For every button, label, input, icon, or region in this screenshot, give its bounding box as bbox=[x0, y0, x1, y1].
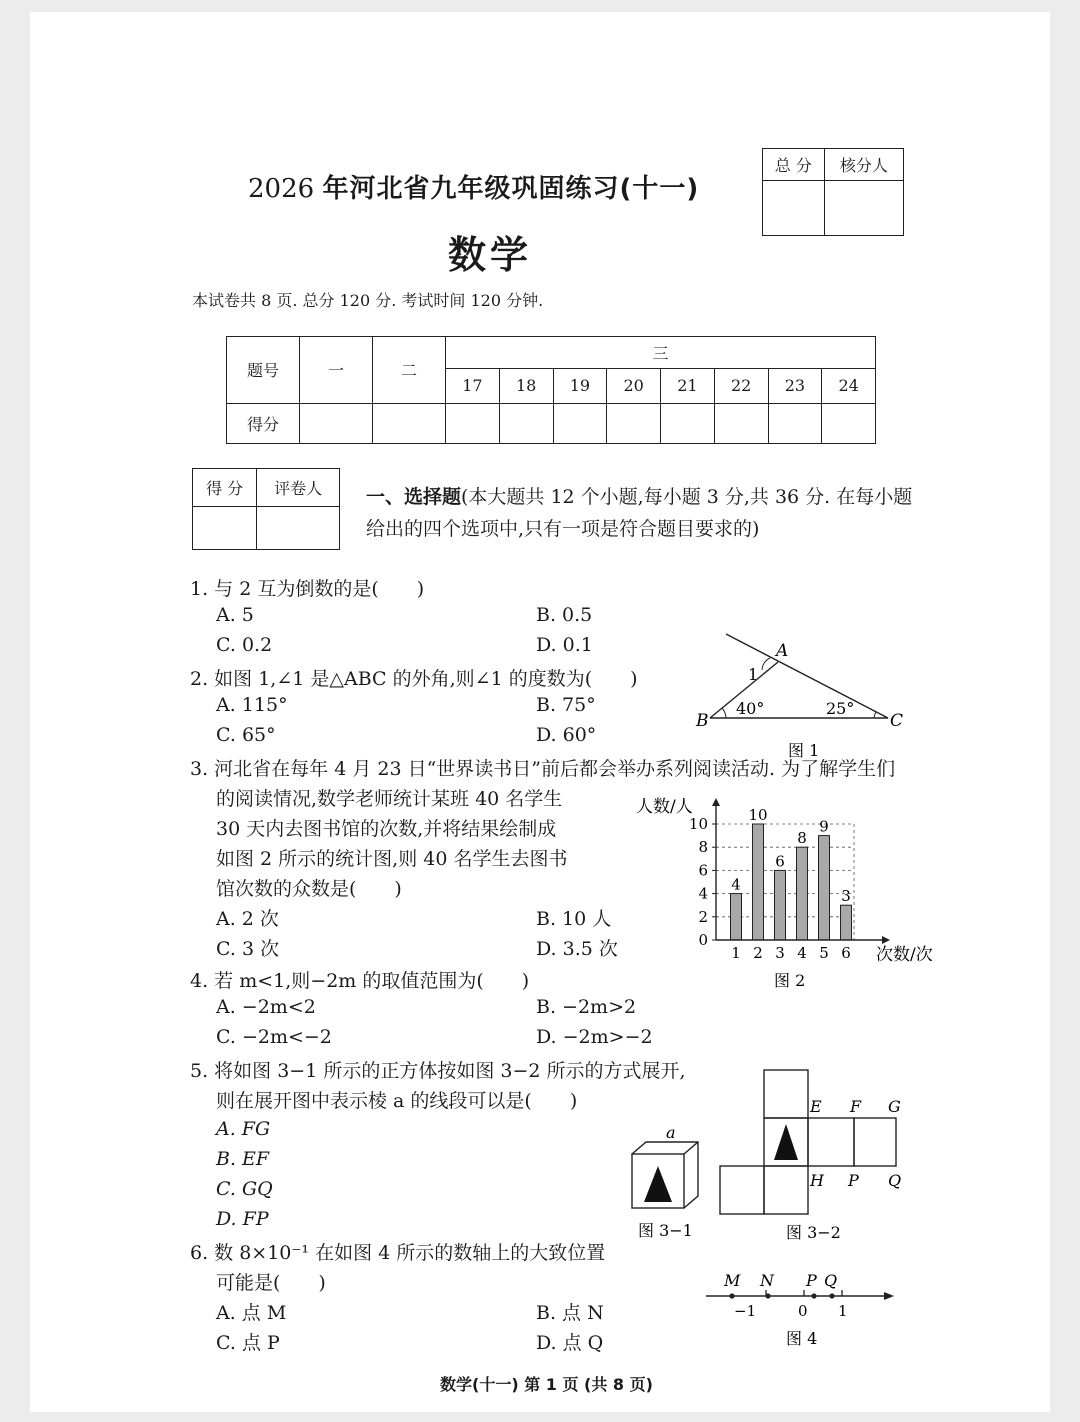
score-label: 得分 bbox=[227, 403, 300, 443]
q5-option-a[interactable]: A. FG bbox=[216, 1118, 271, 1140]
exam-year: 2026 bbox=[248, 174, 315, 204]
q6-line1: 6. 数 8×10⁻¹ 在如图 4 所示的数轴上的大致位置 bbox=[190, 1242, 606, 1264]
y-tick-label: 2 bbox=[698, 907, 708, 926]
point-n-label: N bbox=[760, 1271, 774, 1290]
fig4-caption: 图 4 bbox=[786, 1329, 818, 1348]
q6-option-b[interactable]: B. 点 N bbox=[536, 1302, 604, 1324]
q1-option-c[interactable]: C. 0.2 bbox=[216, 634, 273, 656]
q-num: 21 bbox=[661, 369, 715, 403]
q2-option-b[interactable]: B. 75° bbox=[536, 694, 596, 716]
figure-3-2-net bbox=[716, 1066, 906, 1246]
q3-option-d[interactable]: D. 3.5 次 bbox=[536, 938, 618, 960]
x-axis-arrow bbox=[882, 936, 890, 944]
q4-option-b[interactable]: B. −2m>2 bbox=[536, 996, 637, 1018]
exam-title-text: 年河北省九年级巩固练习(十一) bbox=[322, 174, 700, 204]
q1-option-a[interactable]: A. 5 bbox=[216, 604, 254, 626]
bar-value-label: 8 bbox=[797, 829, 807, 848]
score-table bbox=[226, 336, 876, 444]
q4-option-c[interactable]: C. −2m<−2 bbox=[216, 1026, 332, 1048]
y-tick-label: 6 bbox=[698, 861, 708, 880]
subject-title: 数学 bbox=[448, 233, 533, 277]
score-cell[interactable] bbox=[714, 403, 768, 443]
q-num: 20 bbox=[607, 369, 661, 403]
score-cell[interactable] bbox=[607, 403, 661, 443]
figure-2-bar-chart bbox=[600, 784, 933, 990]
section-two: 二 bbox=[373, 337, 446, 404]
q3-line3: 30 天内去图书馆的次数,并将结果绘制成 bbox=[216, 818, 557, 840]
score-cell[interactable] bbox=[499, 403, 553, 443]
q-num: 19 bbox=[553, 369, 607, 403]
net-label-q: Q bbox=[888, 1171, 902, 1190]
q3-line2: 的阅读情况,数学老师统计某班 40 名学生 bbox=[216, 788, 563, 810]
net-label-f: F bbox=[850, 1097, 862, 1116]
score-cell[interactable] bbox=[822, 403, 876, 443]
cube-edge-a: a bbox=[666, 1123, 676, 1142]
y-tick-label: 0 bbox=[698, 931, 708, 949]
score-cell[interactable] bbox=[446, 403, 500, 443]
exam-info: 本试卷共 8 页. 总分 120 分. 考试时间 120 分钟. bbox=[192, 291, 544, 310]
q5-option-b[interactable]: B. EF bbox=[216, 1148, 270, 1170]
y-tick-label: 10 bbox=[688, 815, 708, 833]
grader-label: 评卷人 bbox=[257, 469, 340, 507]
bar bbox=[775, 870, 786, 940]
checker-label: 核分人 bbox=[824, 149, 903, 181]
point-q-label: Q bbox=[824, 1271, 838, 1290]
figure-4-number-line bbox=[704, 1268, 900, 1354]
grader-cell[interactable] bbox=[257, 507, 340, 550]
checker-cell[interactable] bbox=[824, 181, 903, 236]
exam-page bbox=[30, 12, 1050, 1412]
section-three: 三 bbox=[446, 337, 876, 369]
score-cell[interactable] bbox=[661, 403, 715, 443]
q5-option-d[interactable]: D. FP bbox=[216, 1208, 269, 1230]
q3-option-a[interactable]: A. 2 次 bbox=[216, 908, 279, 930]
q-num: 18 bbox=[499, 369, 553, 403]
q1-stem: 1. 与 2 互为倒数的是( ) bbox=[190, 578, 425, 600]
section1-desc: (本大题共 12 个小题,每小题 3 分,共 36 分. 在每小题 bbox=[461, 486, 913, 508]
bar bbox=[819, 836, 830, 940]
q5-option-c[interactable]: C. GQ bbox=[216, 1178, 273, 1200]
figure-3-1-cube bbox=[628, 1123, 712, 1242]
grader-score-cell[interactable] bbox=[193, 507, 257, 550]
x-tick-label: 6 bbox=[841, 944, 851, 962]
bar-value-label: 6 bbox=[775, 852, 785, 871]
fig3-1-caption: 图 3−1 bbox=[638, 1221, 693, 1240]
exam-title bbox=[248, 168, 699, 205]
fig1-angle-c: 25° bbox=[826, 699, 855, 718]
fig1-angle-1: 1 bbox=[748, 665, 759, 684]
section1-desc2: 给出的四个选项中,只有一项是符合题目要求的) bbox=[366, 518, 760, 540]
q-num: 24 bbox=[822, 369, 876, 403]
row-label: 题号 bbox=[227, 337, 300, 404]
q5-line2: 则在展开图中表示棱 a 的线段可以是( ) bbox=[216, 1090, 578, 1112]
figure-1-triangle bbox=[690, 632, 910, 762]
net-label-g: G bbox=[888, 1097, 901, 1116]
y-axis-label: 人数/人 bbox=[636, 797, 693, 817]
q3-line1: 3. 河北省在每年 4 月 23 日“世界读书日”前后都会举办系列阅读活动. 为了解学生们 bbox=[190, 758, 896, 780]
bar-value-label: 9 bbox=[819, 817, 829, 836]
tick-label-0: 0 bbox=[798, 1302, 808, 1320]
total-cell[interactable] bbox=[763, 181, 825, 236]
point-m-label: M bbox=[724, 1271, 741, 1290]
bar bbox=[753, 824, 764, 940]
q2-stem: 2. 如图 1,∠1 是△ABC 的外角,则∠1 的度数为( ) bbox=[190, 668, 638, 690]
fig1-caption: 图 1 bbox=[788, 741, 820, 760]
tick-label-neg1: −1 bbox=[734, 1302, 757, 1320]
total-label: 总 分 bbox=[763, 149, 825, 181]
fig1-label-a: A bbox=[776, 641, 789, 661]
q4-option-a[interactable]: A. −2m<2 bbox=[216, 996, 316, 1018]
bar bbox=[841, 905, 852, 940]
q6-line2: 可能是( ) bbox=[216, 1272, 326, 1294]
point-p-label: P bbox=[806, 1271, 817, 1290]
fig1-label-c: C bbox=[890, 711, 904, 731]
y-tick-label: 8 bbox=[698, 838, 708, 857]
bar bbox=[797, 847, 808, 940]
x-tick-label: 2 bbox=[753, 944, 763, 962]
bar-value-label: 4 bbox=[731, 875, 741, 894]
x-tick-label: 1 bbox=[731, 944, 741, 962]
tick-label-1: 1 bbox=[838, 1302, 848, 1320]
total-score-box bbox=[762, 148, 904, 236]
fig3-2-caption: 图 3−2 bbox=[786, 1223, 841, 1242]
x-tick-label: 4 bbox=[797, 944, 807, 962]
fig2-caption: 图 2 bbox=[774, 971, 806, 990]
section1-header bbox=[366, 482, 912, 509]
q-num: 17 bbox=[446, 369, 500, 403]
q3-option-c[interactable]: C. 3 次 bbox=[216, 938, 280, 960]
q5-line1: 5. 将如图 3−1 所示的正方体按如图 3−2 所示的方式展开, bbox=[190, 1060, 686, 1082]
x-tick-label: 3 bbox=[775, 944, 785, 962]
section-one: 一 bbox=[300, 337, 373, 404]
score-cell[interactable] bbox=[553, 403, 607, 443]
q2-option-c[interactable]: C. 65° bbox=[216, 724, 276, 746]
score-cell[interactable] bbox=[373, 403, 446, 443]
q2-option-d[interactable]: D. 60° bbox=[536, 724, 597, 746]
q-num: 23 bbox=[768, 369, 822, 403]
fig1-label-b: B bbox=[696, 711, 709, 731]
q6-option-c[interactable]: C. 点 P bbox=[216, 1332, 280, 1354]
bar bbox=[731, 894, 742, 940]
q2-option-a[interactable]: A. 115° bbox=[216, 694, 288, 716]
section1-title: 一、选择题 bbox=[366, 486, 462, 508]
fig1-angle-b: 40° bbox=[736, 699, 765, 718]
grader-score-label: 得 分 bbox=[193, 469, 257, 507]
x-tick-label: 5 bbox=[819, 944, 829, 962]
score-cell[interactable] bbox=[768, 403, 822, 443]
bar-value-label: 10 bbox=[748, 806, 768, 824]
q6-option-d[interactable]: D. 点 Q bbox=[536, 1332, 604, 1354]
q4-option-d[interactable]: D. −2m>−2 bbox=[536, 1026, 653, 1048]
bar-value-label: 3 bbox=[841, 887, 851, 906]
q3-line4: 如图 2 所示的统计图,则 40 名学生去图书 bbox=[216, 848, 568, 870]
y-axis-arrow bbox=[712, 798, 720, 806]
y-tick-label: 4 bbox=[698, 884, 708, 903]
q3-line5: 馆次数的众数是( ) bbox=[216, 878, 402, 900]
net-label-e: E bbox=[810, 1097, 822, 1116]
page-footer: 数学(十一) 第 1 页 (共 8 页) bbox=[440, 1375, 653, 1394]
q1-option-d[interactable]: D. 0.1 bbox=[536, 634, 593, 656]
q1-option-b[interactable]: B. 0.5 bbox=[536, 604, 593, 626]
score-cell[interactable] bbox=[300, 403, 373, 443]
grader-box bbox=[192, 468, 340, 550]
q3-option-b[interactable]: B. 10 人 bbox=[536, 908, 612, 930]
q6-option-a[interactable]: A. 点 M bbox=[216, 1302, 287, 1324]
x-axis-label: 次数/次 bbox=[876, 945, 933, 965]
q4-stem: 4. 若 m<1,则−2m 的取值范围为( ) bbox=[190, 970, 530, 992]
q-num: 22 bbox=[714, 369, 768, 403]
net-label-p: P bbox=[848, 1171, 859, 1190]
net-label-h: H bbox=[810, 1171, 824, 1190]
